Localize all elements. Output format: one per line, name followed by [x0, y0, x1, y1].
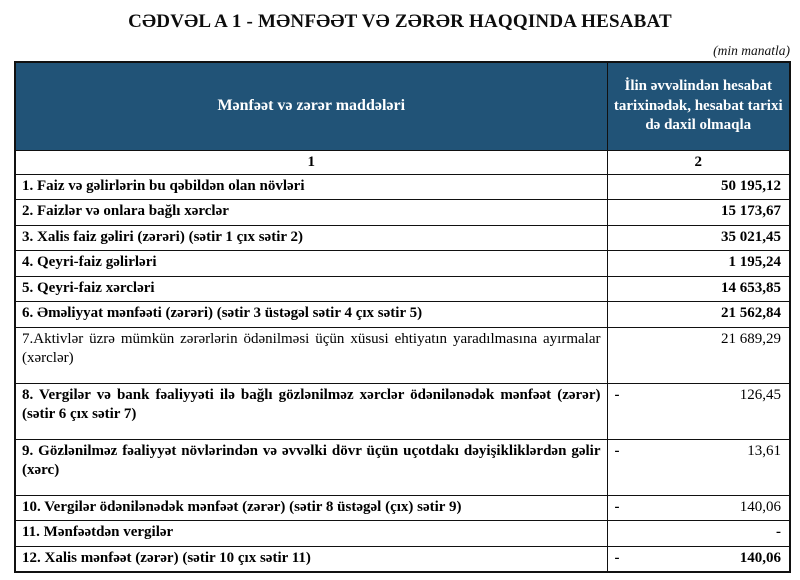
- row-value: 35 021,45: [721, 228, 781, 245]
- unit-note: (min manatla): [713, 43, 790, 58]
- table-row: [15, 302, 790, 328]
- row-label: 2. Faizlər və onlara bağlı xərclər: [15, 200, 607, 226]
- row-value: 13,61: [747, 442, 781, 459]
- table-body: [15, 174, 790, 572]
- negative-dash: -: [614, 498, 620, 515]
- row-value: 140,06: [739, 549, 781, 566]
- table-row: [15, 174, 790, 200]
- table-row: [15, 439, 790, 495]
- row-value: 21 689,29: [721, 330, 781, 347]
- table-row: [15, 495, 790, 521]
- profit-loss-table: [14, 61, 791, 573]
- row-value-cell: [607, 276, 790, 302]
- row-value: 140,06: [739, 498, 781, 515]
- row-value-cell: [607, 225, 790, 251]
- row-label: 1. Faiz və gəlirlərin bu qəbildən olan növləri: [15, 174, 607, 200]
- negative-dash: -: [614, 442, 620, 459]
- table-row: [15, 225, 790, 251]
- row-value: 1 195,24: [728, 254, 781, 270]
- row-label: 3. Xalis faiz gəliri (zərəri) (sətir 1 çıx sətir 2): [15, 225, 607, 251]
- row-value-cell: [607, 383, 790, 439]
- row-value-cell: [607, 174, 790, 200]
- row-value-cell: [607, 521, 790, 547]
- row-value-cell: [607, 200, 790, 226]
- negative-dash: -: [614, 549, 620, 566]
- row-value-cell: [607, 495, 790, 521]
- row-label: 4. Qeyri-faiz gəlirləri: [15, 251, 607, 277]
- table-row: [15, 200, 790, 226]
- row-label: 9. Gözlənilməz fəaliyyət növlərindən və əvvəlki dövr üçün uçotdakı dəyişikliklərdən gəlir (xərc): [15, 439, 607, 495]
- table-header: [15, 62, 790, 174]
- table-row: [15, 276, 790, 302]
- table-row: [15, 521, 790, 547]
- column-index-2: 2: [607, 150, 790, 174]
- row-label: 7.Aktivlər üzrə mümkün zərərlərin ödənilməsi üçün xüsusi ehtiyatın yaradılmasına ayırmalar (xərclər): [15, 327, 607, 383]
- row-value-cell: [607, 251, 790, 277]
- row-value: 14 653,85: [721, 279, 781, 296]
- row-value: 15 173,67: [721, 203, 781, 219]
- row-label: 8. Vergilər və bank fəaliyyəti ilə bağlı gözlənilməz xərclər ödənilənədək mənfəət (zərər) (sətir 6 çıx sətir 7): [15, 383, 607, 439]
- column-index-1: 1: [15, 150, 607, 174]
- table-row: [15, 546, 790, 572]
- header-row: [15, 62, 790, 150]
- row-value-cell: [607, 546, 790, 572]
- row-label: 12. Xalis mənfəət (zərər) (sətir 10 çıx sətir 11): [15, 546, 607, 572]
- row-value: 21 562,84: [721, 305, 781, 321]
- table-row: [15, 383, 790, 439]
- row-value: -: [776, 524, 781, 540]
- row-value-cell: [607, 302, 790, 328]
- row-value-cell: [607, 327, 790, 383]
- row-label: 5. Qeyri-faiz xərcləri: [15, 276, 607, 302]
- row-label: 10. Vergilər ödənilənədək mənfəət (zərər) (sətir 8 üstəgəl (çıx) sətir 9): [15, 495, 607, 521]
- row-value-cell: [607, 439, 790, 495]
- table-row: [15, 251, 790, 277]
- column-header-period: İlin əvvəlindən hesabat tarixinədək, hesabat tarixi də daxil olmaqla: [607, 62, 790, 150]
- row-value: 126,45: [739, 386, 781, 403]
- page-title: CƏDVƏL A 1 - MƏNFƏƏT VƏ ZƏRƏR HAQQINDA HESABAT: [128, 11, 672, 32]
- column-header-items: Mənfəət və zərər maddələri: [15, 62, 607, 150]
- row-value: 50 195,12: [721, 177, 781, 194]
- row-label: 11. Mənfəətdən vergilər: [15, 521, 607, 547]
- table-row: [15, 327, 790, 383]
- negative-dash: -: [614, 386, 620, 403]
- column-index-row: [15, 150, 790, 174]
- row-label: 6. Əməliyyat mənfəəti (zərəri) (sətir 3 üstəgəl sətir 4 çıx sətir 5): [15, 302, 607, 328]
